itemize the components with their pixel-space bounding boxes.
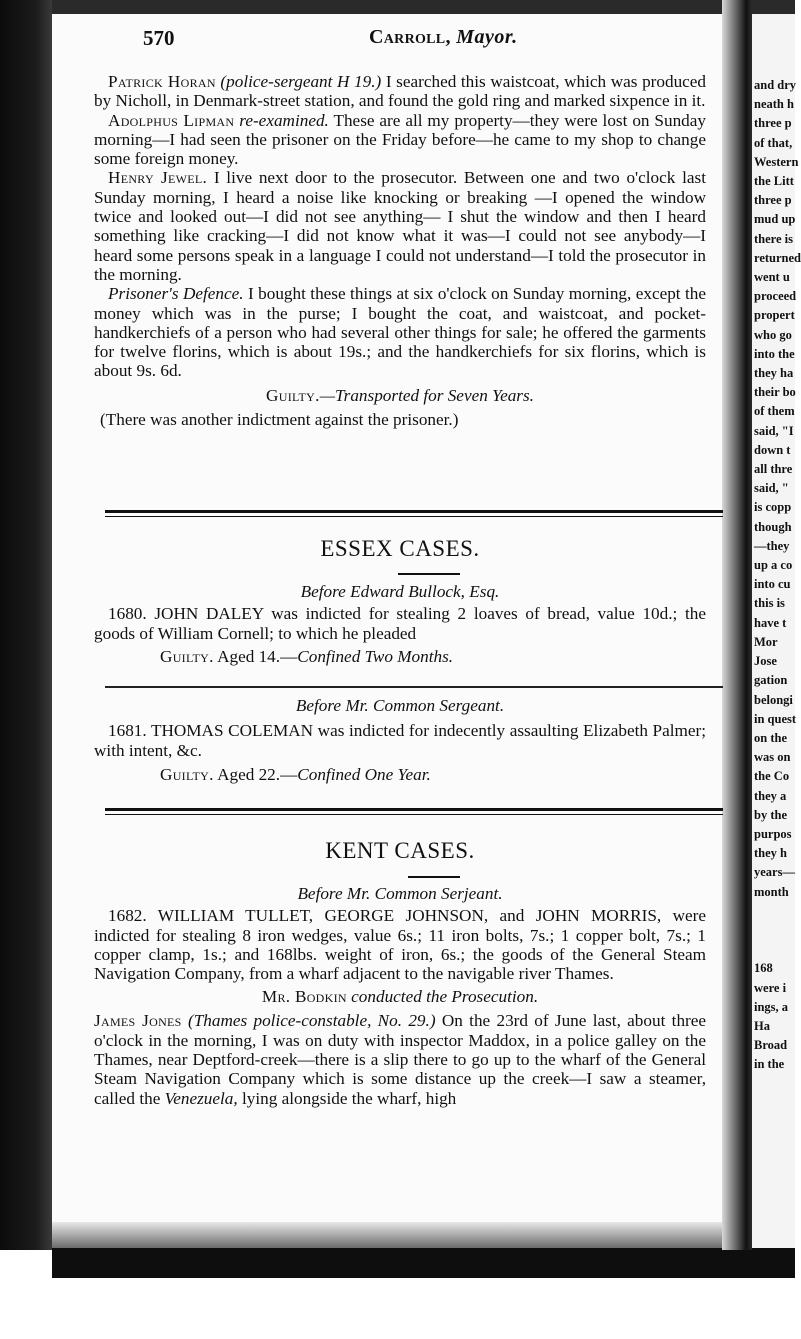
prisoner-defence (94, 284, 706, 380)
facing-page-line: returned (754, 250, 801, 265)
facing-page-line: purpos (754, 826, 792, 841)
jones-testimony (94, 1011, 706, 1107)
testimony-text: I live next door to the prosecutor. Between one and two o'clock last Sunday morning, I heard a noise like knocking or breaking —I opened the window twice and looked out—I did not see anything— I shut the window and then I heard something like cracking—I did not know what it was—I could not see anybody—I heard some persons speak in a language I could not understand—I told the prosecutor in the morning. (94, 168, 706, 284)
verdict-guilty: Guilty. (266, 385, 320, 405)
facing-page-line: proceed (754, 289, 797, 304)
trial-continuation (94, 72, 706, 431)
witness-name: Patrick Horan (108, 72, 216, 91)
facing-page-line: their bo (754, 385, 796, 400)
case-1681-verdict (94, 764, 706, 786)
facing-page-line: Jose (754, 654, 777, 669)
ship-name: Venezuela, (164, 1088, 238, 1108)
facing-page-line: was on (754, 750, 791, 765)
indictment-note: (There was another indictment against the prisoner.) (100, 409, 459, 429)
facing-page-line: this is (754, 596, 785, 611)
facing-page-line (752, 902, 795, 921)
testimony-text: On the 23rd of June last, about three o'clock in the morning, I was on duty with inspector Maddox, in a police galley on the Thames, near Deptford-creek—there is a slip there to go up to the wharf of the General Steam Navigation Company which is some distance up the creek—I saw a steamer, called the (94, 1011, 707, 1108)
facing-page-line: ings, a (754, 999, 789, 1014)
facing-page-line: three p (754, 116, 792, 131)
facing-page-line: in the (754, 1057, 785, 1072)
lipman-testimony (94, 111, 706, 169)
facing-page-line: they h (754, 846, 787, 861)
essex-cases-2 (94, 696, 706, 786)
sentence: Confined One Year. (297, 764, 431, 784)
facing-page-line: propert (754, 308, 795, 323)
case-1680-verdict (94, 646, 706, 668)
kent-heading: KENT CASES. (325, 838, 475, 863)
page-number: 570 (143, 26, 175, 50)
facing-page-line: they a (754, 788, 787, 803)
judge-bullock: Before Edward Bullock, Esq. (300, 582, 500, 601)
witness-role: (Thames police-constable, No. 29.) (187, 1011, 436, 1031)
facing-page-line: of that, (754, 135, 793, 150)
facing-page-line: Western (754, 154, 799, 169)
facing-page-line: down t (754, 442, 791, 457)
heading-rule (408, 876, 460, 878)
prosecution-note (94, 986, 706, 1008)
case-1681: 1681. THOMAS COLEMAN was indicted for indecently assaulting Elizabeth Palmer; with intent, &c. (94, 721, 706, 760)
facing-page-line: 168 (754, 961, 773, 976)
facing-page-line: went u (754, 270, 790, 285)
facing-page-line: were i (754, 980, 787, 995)
kent-cases (94, 884, 706, 1108)
facing-page-line: years— (754, 865, 795, 880)
facing-page-line: Ha (754, 1018, 770, 1033)
facing-page-line: who go (754, 327, 792, 342)
counsel-role: conducted the Prosecution. (351, 987, 539, 1007)
page-header-title (369, 26, 518, 49)
facing-page-line (752, 921, 795, 940)
witness-role: (police-sergeant H 19.) (220, 72, 382, 91)
facing-page-line: into the (754, 346, 795, 361)
testimony-tail: lying alongside the wharf, high (241, 1088, 457, 1108)
judge-common-serjeant: Before Mr. Common Serjeant. (297, 884, 503, 903)
facing-page-line: neath h (754, 97, 794, 112)
sentence: Confined Two Months. (297, 646, 454, 666)
facing-page-line: three p (754, 193, 792, 208)
page-bottom-shadow (52, 1222, 752, 1248)
facing-page-line: —they (754, 538, 790, 553)
facing-page-line: mud up (754, 212, 796, 227)
facing-page-line: belongi (754, 692, 793, 707)
facing-page-line: month (754, 884, 789, 899)
testimony-text: I searched this waistcoat, which was produced by Nicholl, in Denmark-street station, and found the gold ring and marked sixpence in it. (94, 72, 707, 111)
facing-page-line: the Co (754, 769, 790, 784)
verdict-guilty: Guilty. (160, 646, 214, 666)
verdict (94, 385, 706, 407)
facing-page-line: though (754, 519, 792, 534)
facing-page-line: into cu (754, 577, 791, 592)
facing-page-line: up a co (754, 558, 793, 573)
case-1680: 1680. JOHN DALEY was indicted for stealing 2 loaves of bread, value 10d.; the goods of William Cornell; to which he pleaded (94, 604, 706, 643)
defence-label: Prisoner's Defence. (108, 284, 244, 304)
witness-name: James Jones (94, 1011, 182, 1031)
heading-rule (398, 573, 460, 575)
facing-page-line: the Litt (754, 174, 794, 189)
facing-page-line: in quest (754, 711, 797, 726)
case-1682: 1682. WILLIAM TULLET, GEORGE JOHNSON, and JOHN MORRIS, were indicted for stealing 8 iron wedges, value 6s.; 11 iron bolts, 7s.; 1 copper bolt, 7s.; 1 copper clamp, 1s.; and 168lbs. weight of iron, 6s.; the goods of the General Steam Navigation Company, from a wharf adjacent to the navigable river Thames. (94, 906, 706, 984)
facing-page-line: by the (754, 807, 787, 822)
essex-heading: ESSEX CASES. (320, 536, 480, 561)
jewel-testimony (94, 168, 706, 284)
essex-cases (94, 582, 706, 668)
facing-page-line: said, " (754, 481, 789, 496)
facing-page-line: Mor (754, 634, 778, 649)
scan-bottom-band (52, 1248, 795, 1278)
age: Aged 14.— (217, 646, 298, 666)
facing-page-line: said, "I (754, 423, 794, 438)
testimony-text: These are all my property—they were lost on Sunday morning—I had seen the prisoner on the Friday before—he came to my shop to change some foreign money. (94, 110, 706, 169)
counsel-name: Mr. Bodkin (261, 987, 347, 1007)
horan-testimony (94, 72, 706, 111)
witness-name: Adolphus Lipman (108, 110, 235, 130)
facing-page-line: and dry (754, 78, 797, 92)
section-divider (105, 808, 723, 815)
witness-role: re-examined. (239, 110, 329, 130)
facing-page-line: gation (754, 673, 788, 688)
scan-left-edge (0, 0, 52, 1250)
facing-page-line: have t (754, 615, 787, 630)
facing-page-line: there is (754, 231, 793, 246)
running-head (143, 26, 703, 54)
facing-page (752, 14, 801, 1248)
facing-page-line: Broad (754, 1038, 788, 1053)
facing-page-line: is copp (754, 500, 792, 515)
defence-text: I bought these things at six o'clock on Sunday morning, except the money which was in the purse; I bought the coat, and waistcoat, and pocket-handkerchiefs of a person who had several other things for sale; he offered the garments for twelve florins, which is about 19s.; and the handkerchiefs for six florins, which is about 9s. 6d. (94, 284, 707, 381)
section-divider (105, 510, 723, 517)
facing-page-line (752, 940, 795, 959)
sentence: —Transported for Seven Years. (319, 385, 534, 405)
book-gutter (722, 0, 752, 1250)
facing-page-line: of them (754, 404, 795, 419)
scan-top-edge (0, 0, 795, 14)
facing-page-line: they ha (754, 366, 794, 381)
verdict-guilty: Guilty. (160, 764, 214, 784)
header-office: Mayor. (456, 26, 518, 48)
witness-name: Henry Jewel. (108, 168, 208, 188)
judge-common-sergeant: Before Mr. Common Sergeant. (295, 696, 505, 715)
facing-page-text (752, 14, 801, 1075)
age: Aged 22.— (217, 764, 298, 784)
facing-page-line: on the (754, 730, 787, 745)
header-name: Carroll, (369, 26, 451, 48)
facing-page-line: all thre (754, 462, 793, 477)
case-divider (105, 686, 723, 688)
